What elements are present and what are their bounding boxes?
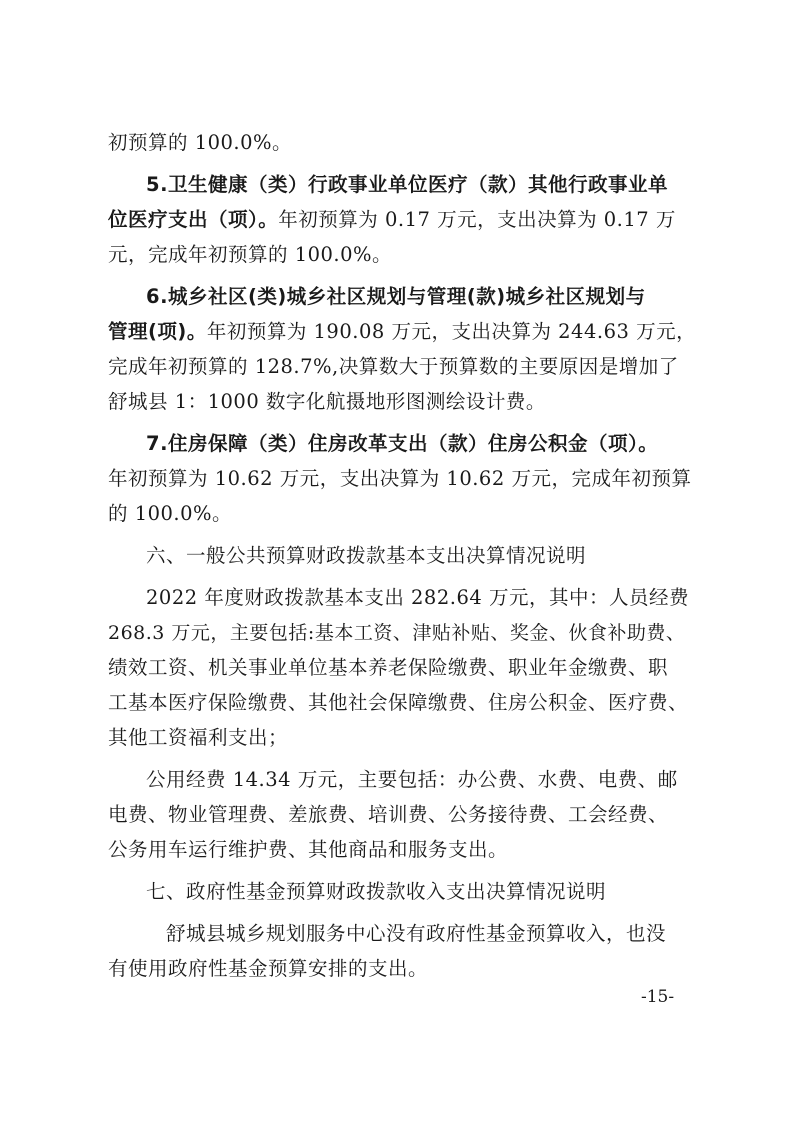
text-line: 有使用政府性基金预算安排的支出。 — [108, 957, 429, 980]
text-line: 2022 年度财政拨款基本支出 282.64 万元，其中：人员经费 — [146, 586, 689, 609]
section-heading-7: 七、政府性基金预算财政拨款收入支出决算情况说明 — [146, 880, 607, 903]
page-number: -15- — [641, 987, 675, 1007]
text-line: 电费、物业管理费、差旅费、培训费、公务接待费、工会经费、 — [108, 803, 669, 826]
text-line: 268.3 万元，主要包括:基本工资、津贴补贴、奖金、伙食补助费、 — [108, 622, 686, 644]
text-line: 初预算的 100.0%。 — [108, 131, 293, 154]
item-heading-5: 5.卫生健康（类）行政事业单位医疗（款）其他行政事业单 — [146, 173, 668, 196]
text-line: 舒城县 1：1000 数字化航摄地形图测绘设计费。 — [108, 390, 546, 413]
text-line: 完成年初预算的 128.7%,决算数大于预算数的主要原因是增加了 — [108, 355, 679, 378]
item-heading-7: 7.住房保障（类）住房改革支出（款）住房公积金（项）。 — [146, 432, 659, 455]
text-line: 其他工资福利支出； — [108, 726, 289, 749]
text-line: 公用经费 14.34 万元，主要包括：办公费、水费、电费、邮 — [146, 768, 678, 791]
text-line: 管理(项)。年初预算为 190.08 万元，支出决算为 244.63 万元， — [108, 320, 697, 343]
text-line: 舒城县城乡规划服务中心没有政府性基金预算收入，也没 — [166, 922, 667, 945]
text-line: 年初预算为 10.62 万元，支出决算为 10.62 万元，完成年初预算 — [108, 467, 692, 490]
text-line: 绩效工资、机关事业单位基本养老保险缴费、职业年金缴费、职 — [108, 656, 669, 679]
text-line: 位医疗支出（项）。年初预算为 0.17 万元，支出决算为 0.17 万 — [108, 208, 676, 231]
text-line: 公务用车运行维护费、其他商品和服务支出。 — [108, 838, 509, 861]
item-heading-6: 6.城乡社区(类)城乡社区规划与管理(款)城乡社区规划与 — [146, 285, 646, 308]
text-line: 元，完成年初预算的 100.0%。 — [108, 243, 393, 266]
text-line: 的 100.0%。 — [108, 502, 233, 525]
section-heading-6: 六、一般公共预算财政拨款基本支出决算情况说明 — [146, 544, 587, 567]
text-line: 工基本医疗保险缴费、其他社会保障缴费、住房公积金、医疗费、 — [108, 691, 689, 714]
